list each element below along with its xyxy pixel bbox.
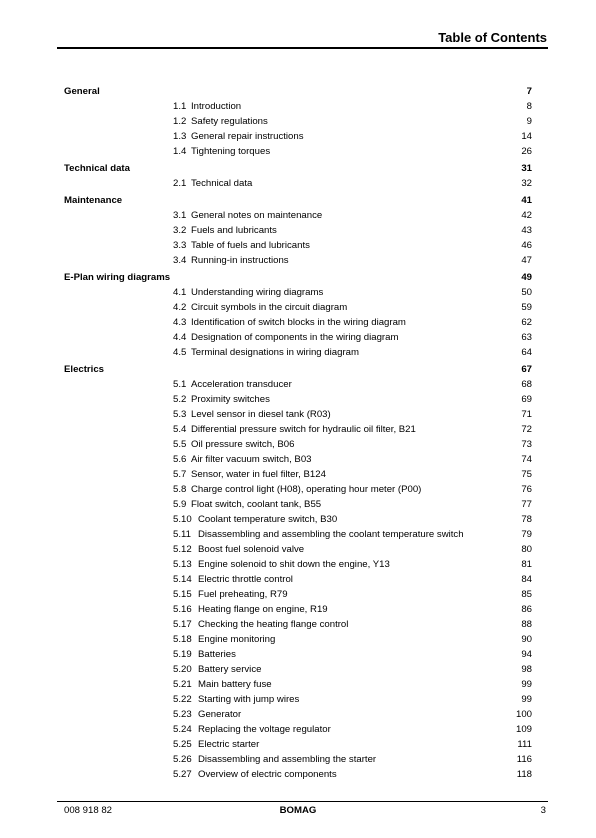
toc-chapter xyxy=(64,270,532,285)
toc-entry xyxy=(64,407,532,422)
toc-entry xyxy=(64,587,532,602)
entry-title: Checking the heating flange control xyxy=(198,619,349,630)
entry-title: Coolant temperature switch, B30 xyxy=(198,514,338,525)
entry-number: 5.25 xyxy=(173,739,192,750)
entry-page: 86 xyxy=(521,604,532,615)
toc-entry xyxy=(64,437,532,452)
toc-entry xyxy=(64,300,532,315)
toc-entry xyxy=(64,602,532,617)
toc-entry xyxy=(64,330,532,345)
entry-page: 42 xyxy=(521,210,532,221)
entry-page: 47 xyxy=(521,255,532,266)
entry-number: 5.1 xyxy=(173,379,187,390)
entry-number: 1.2 xyxy=(173,116,187,127)
toc-chapter xyxy=(64,193,532,208)
toc-chapter xyxy=(64,161,532,176)
entry-number: 5.17 xyxy=(173,619,192,630)
page-number: 3 xyxy=(540,805,546,816)
entry-title: Differential pressure switch for hydraulic oil filter, B21 xyxy=(191,424,416,435)
toc-entry xyxy=(64,737,532,752)
entry-title: Understanding wiring diagrams xyxy=(191,287,324,298)
chapter-title: Technical data xyxy=(64,163,130,174)
toc-entry xyxy=(64,527,532,542)
entry-title: Safety regulations xyxy=(191,116,268,127)
entry-number: 5.22 xyxy=(173,694,192,705)
header-divider xyxy=(57,47,548,49)
toc-entry xyxy=(64,482,532,497)
entry-number: 5.11 xyxy=(173,529,191,540)
entry-number: 5.3 xyxy=(173,409,187,420)
toc-entry xyxy=(64,99,532,114)
entry-title: General repair instructions xyxy=(191,131,304,142)
toc-entry xyxy=(64,677,532,692)
entry-title: Disassembling and assembling the coolant temperature switch xyxy=(198,529,464,540)
entry-number: 5.13 xyxy=(173,559,192,570)
entry-number: 5.23 xyxy=(173,709,192,720)
entry-number: 4.1 xyxy=(173,287,187,298)
entry-number: 1.4 xyxy=(173,146,187,157)
entry-number: 5.8 xyxy=(173,484,187,495)
toc-entry xyxy=(64,392,532,407)
toc-entry xyxy=(64,767,532,782)
entry-title: Air filter vacuum switch, B03 xyxy=(191,454,312,465)
entry-page: 76 xyxy=(521,484,532,495)
entry-title: Charge control light (H08), operating hour meter (P00) xyxy=(191,484,422,495)
entry-title: Engine monitoring xyxy=(198,634,276,645)
toc-entry xyxy=(64,345,532,360)
entry-page: 50 xyxy=(521,287,532,298)
entry-number: 5.10 xyxy=(173,514,192,525)
toc-entry xyxy=(64,512,532,527)
entry-number: 1.1 xyxy=(173,101,187,112)
entry-number: 5.2 xyxy=(173,394,187,405)
entry-page: 59 xyxy=(521,302,532,313)
chapter-page: 31 xyxy=(521,163,532,174)
entry-page: 71 xyxy=(521,409,532,420)
toc-entry xyxy=(64,422,532,437)
entry-title: Heating flange on engine, R19 xyxy=(198,604,328,615)
entry-page: 79 xyxy=(521,529,532,540)
entry-number: 5.5 xyxy=(173,439,187,450)
chapter-title: Maintenance xyxy=(64,195,123,206)
toc-chapter xyxy=(64,362,532,377)
entry-page: 84 xyxy=(521,574,532,585)
toc-entry xyxy=(64,238,532,253)
entry-title: Introduction xyxy=(191,101,242,112)
entry-page: 111 xyxy=(517,739,532,750)
entry-number: 5.15 xyxy=(173,589,192,600)
entry-page: 80 xyxy=(521,544,532,555)
entry-page: 109 xyxy=(515,724,532,735)
toc-entry xyxy=(64,572,532,587)
entry-page: 90 xyxy=(521,634,532,645)
entry-title: Identification of switch blocks in the wiring diagram xyxy=(191,317,406,328)
entry-title: Sensor, water in fuel filter, B124 xyxy=(191,469,326,480)
page-title: Table of Contents xyxy=(438,30,547,45)
entry-title: Overview of electric components xyxy=(198,769,337,780)
entry-page: 46 xyxy=(521,240,532,251)
entry-page: 81 xyxy=(521,559,532,570)
toc-entry xyxy=(64,542,532,557)
entry-number: 4.3 xyxy=(173,317,187,328)
entry-title: Fuels and lubricants xyxy=(191,225,277,236)
entry-title: Terminal designations in wiring diagram xyxy=(191,347,359,358)
entry-title: Table of fuels and lubricants xyxy=(191,240,310,251)
entry-page: 94 xyxy=(521,649,532,660)
entry-number: 5.20 xyxy=(173,664,192,675)
entry-number: 5.24 xyxy=(173,724,192,735)
chapter-page: 7 xyxy=(526,86,532,97)
chapter-page: 41 xyxy=(521,195,532,206)
entry-title: Running-in instructions xyxy=(191,255,289,266)
toc-entry xyxy=(64,114,532,129)
entry-title: Designation of components in the wiring diagram xyxy=(191,332,399,343)
entry-number: 3.4 xyxy=(173,255,187,266)
entry-title: Oil pressure switch, B06 xyxy=(191,439,295,450)
entry-number: 5.12 xyxy=(173,544,192,555)
entry-page: 72 xyxy=(521,424,532,435)
entry-page: 85 xyxy=(521,589,532,600)
entry-title: Main battery fuse xyxy=(198,679,272,690)
entry-title: Replacing the voltage regulator xyxy=(198,724,331,735)
entry-title: Electric throttle control xyxy=(198,574,293,585)
entry-number: 5.4 xyxy=(173,424,187,435)
chapter-page: 49 xyxy=(521,272,532,283)
entry-number: 3.1 xyxy=(173,210,187,221)
entry-page: 78 xyxy=(521,514,532,525)
entry-page: 118 xyxy=(516,769,532,780)
table-of-contents xyxy=(64,84,532,784)
chapter-title: E-Plan wiring diagrams xyxy=(64,272,171,283)
entry-page: 63 xyxy=(521,332,532,343)
entry-number: 4.2 xyxy=(173,302,187,313)
entry-title: General notes on maintenance xyxy=(191,210,323,221)
entry-title: Tightening torques xyxy=(191,146,271,157)
entry-number: 3.2 xyxy=(173,225,187,236)
entry-number: 3.3 xyxy=(173,240,187,251)
toc-entry xyxy=(64,557,532,572)
document-number: 008 918 82 xyxy=(64,805,113,816)
entry-page: 116 xyxy=(516,754,532,765)
entry-number: 4.4 xyxy=(173,332,187,343)
entry-title: Circuit symbols in the circuit diagram xyxy=(191,302,348,313)
chapter-title: General xyxy=(64,86,100,97)
entry-number: 5.14 xyxy=(173,574,192,585)
entry-page: 100 xyxy=(515,709,532,720)
entry-title: Acceleration transducer xyxy=(191,379,292,390)
entry-number: 5.7 xyxy=(173,469,187,480)
entry-number: 1.3 xyxy=(173,131,187,142)
entry-title: Fuel preheating, R79 xyxy=(198,589,288,600)
entry-number: 5.21 xyxy=(173,679,192,690)
entry-page: 77 xyxy=(521,499,532,510)
entry-title: Starting with jump wires xyxy=(198,694,300,705)
entry-page: 98 xyxy=(521,664,532,675)
toc-entry xyxy=(64,467,532,482)
entry-number: 4.5 xyxy=(173,347,187,358)
toc-entry xyxy=(64,617,532,632)
toc-entry xyxy=(64,377,532,392)
entry-page: 75 xyxy=(521,469,532,480)
entry-page: 99 xyxy=(521,679,532,690)
footer-divider xyxy=(57,801,548,802)
toc-entry xyxy=(64,632,532,647)
toc-entry xyxy=(64,129,532,144)
entry-title: Technical data xyxy=(191,178,253,189)
entry-title: Boost fuel solenoid valve xyxy=(198,544,305,555)
entry-title: Battery service xyxy=(198,664,262,675)
entry-page: 88 xyxy=(521,619,532,630)
toc-entry xyxy=(64,144,532,159)
entry-page: 32 xyxy=(521,178,532,189)
toc-entry xyxy=(64,722,532,737)
entry-title: Generator xyxy=(198,709,242,720)
entry-page: 64 xyxy=(521,347,532,358)
toc-entry xyxy=(64,452,532,467)
entry-number: 5.16 xyxy=(173,604,192,615)
entry-page: 68 xyxy=(521,379,532,390)
entry-number: 5.6 xyxy=(173,454,187,465)
entry-page: 69 xyxy=(521,394,532,405)
entry-page: 8 xyxy=(526,101,532,112)
toc-entry xyxy=(64,285,532,300)
entry-page: 74 xyxy=(521,454,532,465)
toc-entry xyxy=(64,662,532,677)
entry-title: Disassembling and assembling the starter xyxy=(198,754,377,765)
entry-title: Electric starter xyxy=(198,739,260,750)
entry-number: 5.18 xyxy=(173,634,192,645)
entry-number: 5.19 xyxy=(173,649,192,660)
entry-title: Level sensor in diesel tank (R03) xyxy=(191,409,331,420)
toc-entry xyxy=(64,315,532,330)
toc-entry xyxy=(64,647,532,662)
toc-entry xyxy=(64,253,532,268)
toc-entry xyxy=(64,208,532,223)
entry-page: 14 xyxy=(521,131,532,142)
entry-title: Proximity switches xyxy=(191,394,270,405)
entry-page: 43 xyxy=(521,225,532,236)
toc-entry xyxy=(64,752,532,767)
toc-chapter xyxy=(64,84,532,99)
chapter-title: Electrics xyxy=(64,364,105,375)
toc-entry xyxy=(64,497,532,512)
chapter-page: 67 xyxy=(521,364,532,375)
toc-entry xyxy=(64,223,532,238)
entry-page: 9 xyxy=(526,116,532,127)
entry-title: Engine solenoid to shit down the engine, Y13 xyxy=(198,559,390,570)
entry-page: 26 xyxy=(521,146,532,157)
entry-number: 5.9 xyxy=(173,499,187,510)
entry-page: 62 xyxy=(521,317,532,328)
toc-entry xyxy=(64,176,532,191)
entry-page: 73 xyxy=(521,439,532,450)
toc-entry xyxy=(64,692,532,707)
toc-entry xyxy=(64,707,532,722)
entry-title: Float switch, coolant tank, B55 xyxy=(191,499,322,510)
entry-title: Batteries xyxy=(198,649,236,660)
entry-number: 2.1 xyxy=(173,178,187,189)
entry-number: 5.26 xyxy=(173,754,192,765)
brand-name: BOMAG xyxy=(279,805,317,816)
entry-page: 99 xyxy=(521,694,532,705)
entry-number: 5.27 xyxy=(173,769,192,780)
